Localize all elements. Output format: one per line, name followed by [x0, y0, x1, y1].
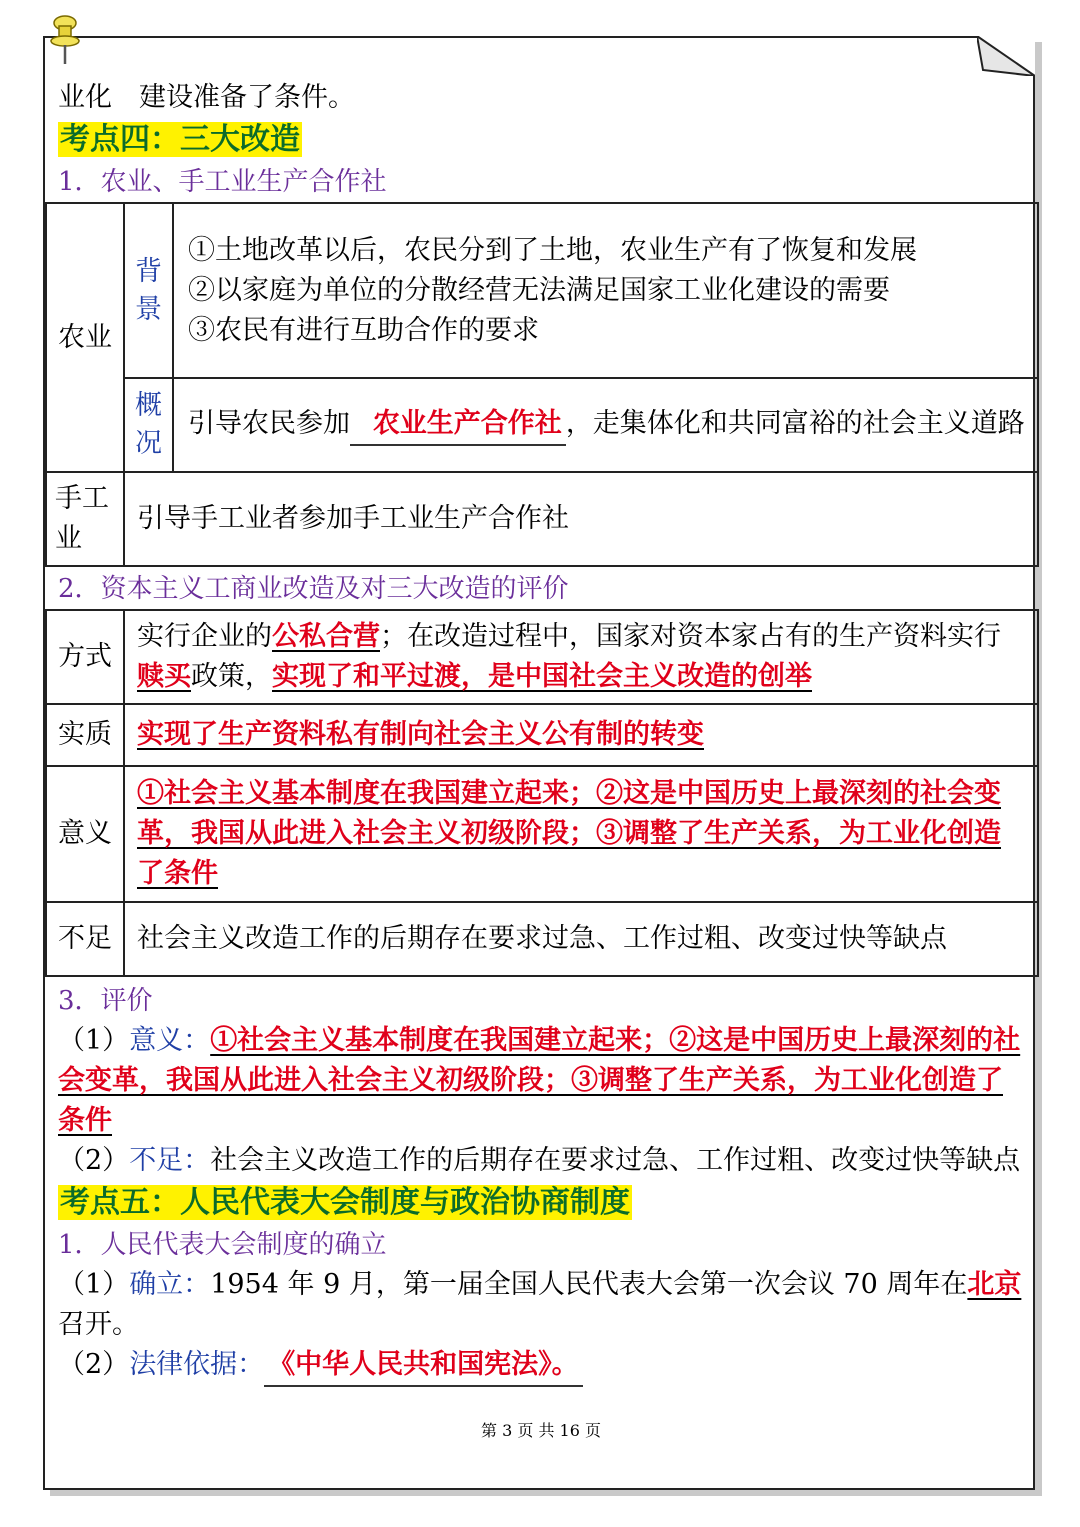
shortcoming-cell: 社会主义改造工作的后期存在要求过急、工作过粗、改变过快等缺点	[124, 902, 1038, 976]
evaluation-significance: （1）意义：①社会主义基本制度在我国建立起来；②这是中国历史上最深刻的社会变革，我国从此进入社会主义初级阶段；③调整了生产关系，为工业化创造了条件	[58, 1025, 1021, 1136]
legal-basis-paragraph: （2）法律依据： 《中华人民共和国宪法》。	[58, 1345, 1024, 1387]
handicraft-cell: 引导手工业者参加手工业生产合作社	[124, 472, 1038, 566]
subheading-3: 3．评价	[58, 986, 153, 1016]
list-item: ②以家庭为单位的分散经营无法满足国家工业化建设的需要	[188, 274, 890, 306]
label-overview: 概况	[124, 378, 173, 472]
subheading-1: 1．农业、手工业生产合作社	[58, 167, 387, 197]
section-heading-5: 考点五：人民代表大会制度与政治协商制度	[60, 1185, 630, 1220]
page-footer: 第 3 页 共 16 页	[481, 1421, 601, 1440]
subheading-4: 1．人民代表大会制度的确立	[58, 1230, 387, 1260]
row-label-essence: 实质	[46, 704, 124, 766]
list-item: ①土地改革以后，农民分到了土地，农业生产有了恢复和发展	[188, 234, 917, 266]
table-cooperatives	[45, 202, 1039, 567]
continuation-line: 业化 建设准备了条件。	[58, 82, 355, 113]
blank-answer: 《中华人民共和国宪法》。	[264, 1345, 583, 1387]
row-label-handicraft: 手工业	[46, 472, 124, 566]
label-background: 背景	[124, 203, 173, 378]
establishment-paragraph: （1）确立：1954 年 9 月，第一届全国人民代表大会第一次会议 70 周年在北京召开。	[58, 1269, 1022, 1340]
pushpin-icon	[48, 14, 82, 66]
essence-cell: 实现了生产资料私有制向社会主义公有制的转变	[124, 704, 1038, 766]
overview-cell: 引导农民参加 农业生产合作社 ，走集体化和共同富裕的社会主义道路	[173, 378, 1038, 472]
method-cell: 实行企业的公私合营；在改造过程中，国家对资本家占有的生产资料实行赎买政策，实现了和平过渡，是中国社会主义改造的创举	[124, 610, 1038, 704]
row-label-method: 方式	[46, 610, 124, 704]
page-content	[55, 78, 1025, 1387]
list-item: ③农民有进行互助合作的要求	[188, 314, 539, 346]
paper-sheet	[43, 36, 1035, 1490]
subheading-2: 2．资本主义工商业改造及对三大改造的评价	[58, 574, 569, 604]
table-capitalist-reform	[45, 609, 1039, 977]
row-label-significance: 意义	[46, 766, 124, 902]
background-cell	[173, 203, 1038, 378]
page-curl-icon	[977, 36, 1035, 76]
significance-cell: ①社会主义基本制度在我国建立起来；②这是中国历史上最深刻的社会变革，我国从此进入社会主义初级阶段；③调整了生产关系，为工业化创造了条件	[124, 766, 1038, 902]
row-label-shortcoming: 不足	[46, 902, 124, 976]
section-heading-4: 考点四：三大改造	[60, 122, 300, 157]
blank-answer: 农业生产合作社	[350, 404, 566, 446]
evaluation-shortcoming: （2）不足：社会主义改造工作的后期存在要求过急、工作过粗、改变过快等缺点	[58, 1145, 1021, 1176]
row-label-agriculture: 农业	[46, 203, 124, 472]
